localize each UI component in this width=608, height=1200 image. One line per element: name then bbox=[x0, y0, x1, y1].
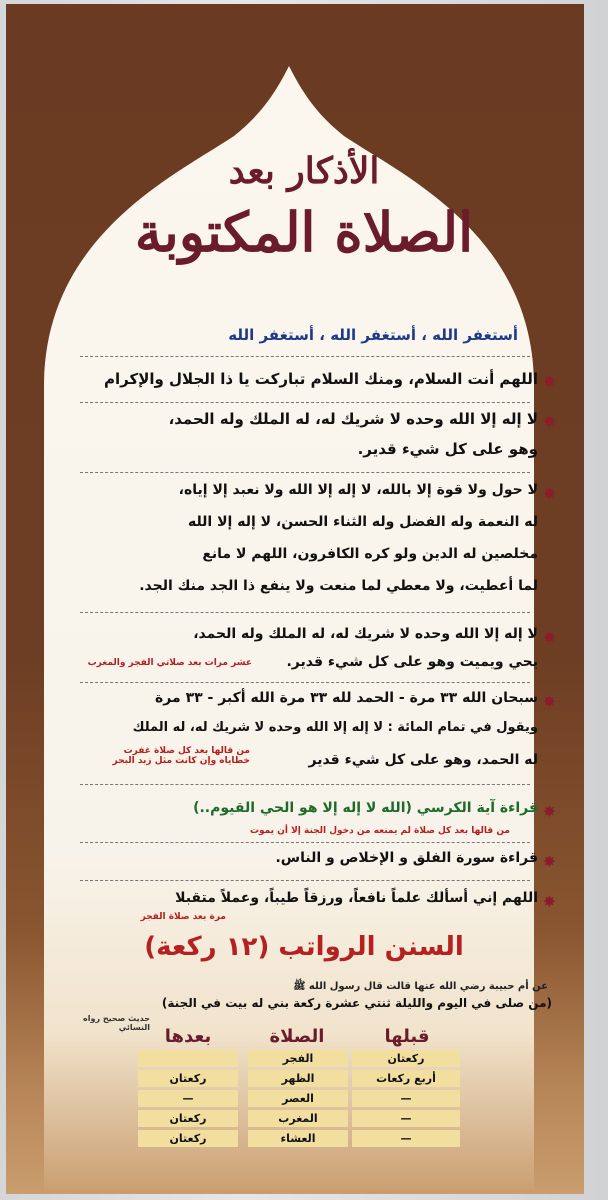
divider bbox=[80, 402, 530, 403]
dhikr-3-line-1: لا حول ولا قوة إلا بالله، لا إله إلا الله ولا نعبد إلا إياه، bbox=[178, 482, 538, 498]
table-cell: — bbox=[352, 1090, 460, 1107]
flower-bullet-icon: ✸ bbox=[542, 852, 556, 871]
hadith-source: حديث صحيح رواه النسائي bbox=[83, 1014, 150, 1032]
table-cell: الفجر bbox=[248, 1050, 348, 1067]
table-cell: ركعتان bbox=[352, 1050, 460, 1067]
dhikr-4-line-2: يحي ويميت وهو على كل شيء قدير. bbox=[286, 654, 538, 670]
table-header-prayer: الصلاة bbox=[269, 1026, 325, 1047]
table-cell: المغرب bbox=[248, 1110, 348, 1127]
dhikr-3-line-4: لما أعطيت، ولا معطي لما منعت ولا ينفع ذا الجد منك الجد. bbox=[139, 578, 538, 594]
table-header-after: بعدها bbox=[164, 1026, 212, 1047]
table-cell bbox=[138, 1050, 238, 1067]
hadith-intro: عن أم حبيبة رضي الله عنها قالت قال رسول الله ﷺ bbox=[293, 981, 548, 992]
dhikr-1-line-1: اللهم أنت السلام، ومنك السلام تباركت يا ذا الجلال والإكرام bbox=[104, 370, 538, 388]
flower-bullet-icon: ✸ bbox=[542, 892, 556, 911]
table-header-before: قبلها bbox=[384, 1026, 430, 1047]
table-cell: ركعتان bbox=[138, 1130, 238, 1147]
divider bbox=[80, 784, 530, 785]
dhikr-2-line-2: وهو على كل شيء قدير. bbox=[357, 440, 538, 458]
divider bbox=[80, 682, 530, 683]
flower-bullet-icon: ✸ bbox=[542, 484, 556, 503]
flower-bullet-icon: ✸ bbox=[542, 802, 556, 821]
table-cell: أربع ركعات bbox=[352, 1070, 460, 1087]
flower-bullet-icon: ✸ bbox=[542, 412, 556, 431]
sunan-title: السنن الرواتب (١٢ ركعة) bbox=[144, 932, 464, 962]
divider bbox=[80, 356, 530, 357]
flower-bullet-icon: ✸ bbox=[542, 628, 556, 647]
flower-bullet-icon: ✸ bbox=[542, 692, 556, 711]
dhikr-8-note: مرة بعد صلاة الفجر bbox=[140, 912, 226, 922]
title-line-1: الأذكار بعد bbox=[228, 150, 380, 192]
dhikr-5-line-2: ويقول في تمام المائة : لا إله إلا الله وحده لا شريك له، له الملك bbox=[132, 720, 538, 735]
table-cell: العشاء bbox=[248, 1130, 348, 1147]
table-cell: ركعتان bbox=[138, 1110, 238, 1127]
dhikr-2-line-1: لا إله إلا الله وحده لا شريك له، له الملك وله الحمد، bbox=[168, 410, 538, 428]
flower-bullet-icon: ✸ bbox=[542, 372, 556, 391]
istighfar-text: أستغفر الله ، أستغفر الله ، أستغفر الله bbox=[228, 326, 518, 344]
dhikr-8-line-1: اللهم إني أسألك علماً نافعاً، ورزقاً طيباً، وعملاً متقبلا bbox=[175, 890, 538, 906]
dhikr-7-line-1: قراءة سورة الفلق و الإخلاص و الناس. bbox=[275, 850, 538, 866]
divider bbox=[80, 472, 530, 473]
divider bbox=[80, 612, 530, 613]
dhikr-5-line-3: له الحمد، وهو على كل شيء قدير bbox=[308, 752, 538, 768]
table-cell: — bbox=[138, 1090, 238, 1107]
table-cell: — bbox=[352, 1110, 460, 1127]
dhikr-6-line-1: قراءة آية الكرسي (الله لا إله إلا هو الحي القيوم..) bbox=[193, 800, 538, 816]
dhikr-6-note: من قالها بعد كل صلاة لم يمنعه من دخول الجنة إلا أن يموت bbox=[249, 826, 510, 836]
dhikr-5-note: من قالها بعد كل صلاة غفرت خطاياه وإن كانت مثل زبد البحر bbox=[112, 746, 250, 766]
divider bbox=[80, 880, 530, 881]
table-cell: — bbox=[352, 1130, 460, 1147]
dhikr-3-line-2: له النعمة وله الفضل وله الثناء الحسن، لا إله إلا الله bbox=[187, 514, 538, 530]
dhikr-5-line-1: سبحان الله ٣٣ مرة - الحمد لله ٣٣ مرة الله أكبر - ٣٣ مرة bbox=[155, 690, 538, 706]
table-cell: العصر bbox=[248, 1090, 348, 1107]
dhikr-4-line-1: لا إله إلا الله وحده لا شريك له، له الملك وله الحمد، bbox=[193, 626, 538, 642]
hadith-text: (من صلى في اليوم والليلة ثنتي عشرة ركعة بني له بيت في الجنة) bbox=[161, 996, 552, 1010]
table-cell: ركعتان bbox=[138, 1070, 238, 1087]
title-line-2: الصلاة المكتوبة bbox=[134, 200, 474, 264]
dhikr-4-note: عشر مرات بعد صلاتي الفجر والمغرب bbox=[87, 658, 252, 668]
dhikr-3-line-3: مخلصين له الدين ولو كره الكافرون، اللهم لا مانع bbox=[202, 546, 538, 562]
divider bbox=[80, 842, 530, 843]
table-cell: الظهر bbox=[248, 1070, 348, 1087]
